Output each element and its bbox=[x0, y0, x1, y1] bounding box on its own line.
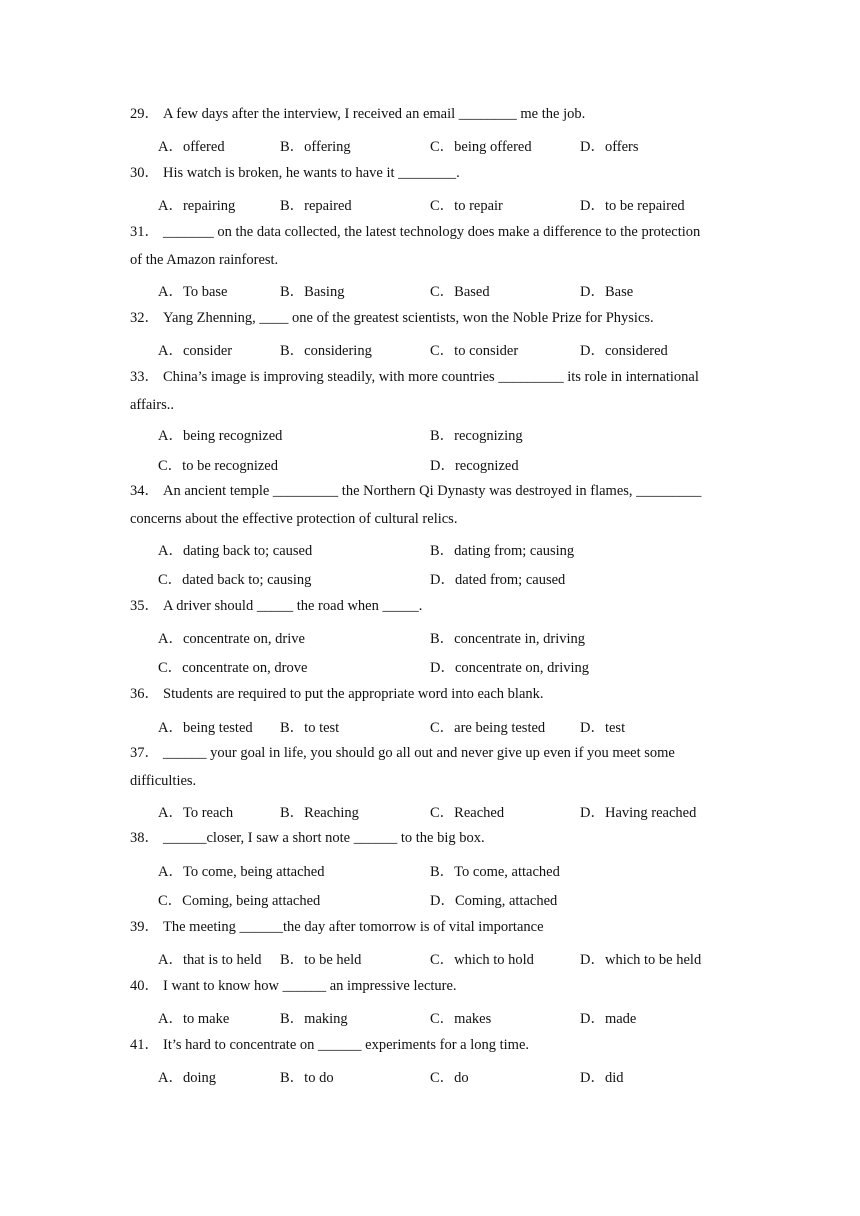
option-c[interactable]: C．being offered bbox=[430, 139, 532, 155]
question-stem: _______ on the data collected, the latest technology does make a difference to the protection bbox=[163, 224, 701, 240]
question-38 bbox=[130, 824, 735, 852]
question-stem: I want to know how ______ an impressive lecture. bbox=[163, 978, 457, 994]
option-c[interactable]: C．are being tested bbox=[430, 720, 546, 736]
option-b[interactable]: B．recognizing bbox=[430, 428, 523, 444]
options-38-row2 bbox=[158, 889, 758, 909]
options-38-row1 bbox=[158, 860, 758, 880]
option-d[interactable]: D．test bbox=[580, 720, 626, 736]
option-b[interactable]: B．Reaching bbox=[280, 805, 359, 821]
option-c[interactable]: C．concentrate on, drove bbox=[158, 660, 308, 676]
question-number: 32． bbox=[130, 310, 159, 326]
options-41 bbox=[158, 1066, 758, 1086]
question-number: 40． bbox=[130, 978, 159, 994]
option-d[interactable]: D．Having reached bbox=[580, 805, 697, 821]
question-stem: The meeting ______the day after tomorrow is of vital importance bbox=[163, 919, 544, 935]
option-a[interactable]: A．to make bbox=[158, 1011, 230, 1027]
option-d[interactable]: D．Coming, attached bbox=[430, 893, 558, 909]
option-d[interactable]: D．which to be held bbox=[580, 952, 702, 968]
options-33-row2 bbox=[158, 454, 758, 474]
question-number: 37． bbox=[130, 745, 159, 761]
option-d[interactable]: D．did bbox=[580, 1070, 624, 1086]
option-c[interactable]: C．do bbox=[430, 1070, 469, 1086]
option-b[interactable]: B．making bbox=[280, 1011, 348, 1027]
option-c[interactable]: C．makes bbox=[430, 1011, 492, 1027]
option-b[interactable]: B．to be held bbox=[280, 952, 362, 968]
option-d[interactable]: D．concentrate on, driving bbox=[430, 660, 590, 676]
question-number: 33． bbox=[130, 369, 159, 385]
question-stem-continued: affairs.. bbox=[130, 397, 175, 413]
option-d[interactable]: D．made bbox=[580, 1011, 637, 1027]
option-d[interactable]: D．to be repaired bbox=[580, 198, 685, 214]
question-stem-continued: concerns about the effective protection of cultural relics. bbox=[130, 511, 458, 527]
question-stem-rest: are required to put the appropriate word into each blank. bbox=[212, 686, 544, 702]
question-stem: Yang Zhenning, ____ one of the greatest scientists, won the Noble Prize for Physics. bbox=[163, 310, 654, 326]
question-30 bbox=[130, 159, 735, 187]
options-40 bbox=[158, 1007, 758, 1027]
question-stem: An ancient temple _________ the Northern Qi Dynasty was destroyed in flames, _________ bbox=[163, 483, 702, 499]
options-39 bbox=[158, 948, 758, 968]
option-c[interactable]: C．Coming, being attached bbox=[158, 893, 321, 909]
option-a[interactable]: A．concentrate on, drive bbox=[158, 631, 305, 647]
option-c[interactable]: C．Reached bbox=[430, 805, 505, 821]
options-33-row1 bbox=[158, 424, 758, 444]
question-number: 34． bbox=[130, 483, 159, 499]
question-number: 29． bbox=[130, 106, 159, 122]
options-36 bbox=[158, 716, 758, 736]
question-stem: ______closer, I saw a short note ______ to the big box. bbox=[163, 830, 485, 846]
question-number: 30． bbox=[130, 165, 159, 181]
option-c[interactable]: C．Based bbox=[430, 284, 490, 300]
option-c[interactable]: C．to repair bbox=[430, 198, 503, 214]
options-37 bbox=[158, 801, 758, 821]
option-d[interactable]: D．recognized bbox=[430, 458, 519, 474]
question-stem: ______ your goal in life, you should go all out and never give up even if you meet some bbox=[163, 745, 675, 761]
question-stem-continued: difficulties. bbox=[130, 773, 197, 789]
option-a[interactable]: A．being recognized bbox=[158, 428, 283, 444]
options-35-row1 bbox=[158, 627, 758, 647]
option-d[interactable]: D．Base bbox=[580, 284, 634, 300]
option-a[interactable]: A．offered bbox=[158, 139, 225, 155]
option-a[interactable]: A．To come, being attached bbox=[158, 864, 325, 880]
option-c[interactable]: C．to consider bbox=[430, 343, 519, 359]
question-number: 39． bbox=[130, 919, 159, 935]
question-number: 38． bbox=[130, 830, 159, 846]
options-35-row2 bbox=[158, 656, 758, 676]
option-b[interactable]: B．to do bbox=[280, 1070, 334, 1086]
option-b[interactable]: B．repaired bbox=[280, 198, 352, 214]
question-number: 35． bbox=[130, 598, 159, 614]
option-d[interactable]: D．considered bbox=[580, 343, 668, 359]
question-32 bbox=[130, 304, 735, 332]
question-stem: It’s hard to concentrate on ______ experiments for a long time. bbox=[163, 1037, 530, 1053]
option-b[interactable]: B．To come, attached bbox=[430, 864, 560, 880]
option-c[interactable]: C．dated back to; causing bbox=[158, 572, 312, 588]
question-40 bbox=[130, 972, 735, 1000]
question-31 bbox=[130, 218, 735, 274]
options-29 bbox=[158, 135, 758, 155]
option-a[interactable]: A．doing bbox=[158, 1070, 216, 1086]
option-b[interactable]: B．dating from; causing bbox=[430, 543, 575, 559]
question-stem: A driver should _____ the road when _____. bbox=[163, 598, 423, 614]
question-number: 31． bbox=[130, 224, 159, 240]
question-stem-continued: of the Amazon rainforest. bbox=[130, 252, 279, 268]
question-stem: His watch is broken, he wants to have it ________. bbox=[163, 165, 460, 181]
question-number: 41． bbox=[130, 1037, 159, 1053]
option-c[interactable]: C．to be recognized bbox=[158, 458, 278, 474]
question-37 bbox=[130, 739, 735, 795]
question-35 bbox=[130, 592, 735, 620]
question-39 bbox=[130, 913, 735, 941]
options-34-row2 bbox=[158, 568, 758, 588]
option-a[interactable]: A．being tested bbox=[158, 720, 253, 736]
option-b[interactable]: B．offering bbox=[280, 139, 351, 155]
option-a[interactable]: A．To reach bbox=[158, 805, 234, 821]
options-31 bbox=[158, 280, 758, 300]
question-stem: A few days after the interview, I received an email ________ me the job. bbox=[163, 106, 586, 122]
option-a[interactable]: A．dating back to; caused bbox=[158, 543, 313, 559]
options-30 bbox=[158, 194, 758, 214]
options-34-row1 bbox=[158, 539, 758, 559]
question-stem: China’s image is improving steadily, with more countries _________ its role in international bbox=[163, 369, 699, 385]
question-number: 36． bbox=[130, 686, 159, 702]
option-a[interactable]: A．that is to held bbox=[158, 952, 262, 968]
option-d[interactable]: D．dated from; caused bbox=[430, 572, 566, 588]
option-b[interactable]: B．concentrate in, driving bbox=[430, 631, 586, 647]
question-34 bbox=[130, 477, 735, 533]
question-33 bbox=[130, 363, 735, 419]
option-d[interactable]: D．offers bbox=[580, 139, 639, 155]
option-a[interactable]: A．To base bbox=[158, 284, 228, 300]
option-b[interactable]: B．to test bbox=[280, 720, 340, 736]
question-36 bbox=[130, 680, 735, 708]
question-stem: Students bbox=[163, 686, 213, 702]
options-32 bbox=[158, 339, 758, 359]
question-41 bbox=[130, 1031, 735, 1059]
option-b[interactable]: B．Basing bbox=[280, 284, 345, 300]
option-c[interactable]: C．which to hold bbox=[430, 952, 534, 968]
option-a[interactable]: A．consider bbox=[158, 343, 233, 359]
option-a[interactable]: A．repairing bbox=[158, 198, 236, 214]
option-b[interactable]: B．considering bbox=[280, 343, 372, 359]
question-29 bbox=[130, 100, 735, 128]
